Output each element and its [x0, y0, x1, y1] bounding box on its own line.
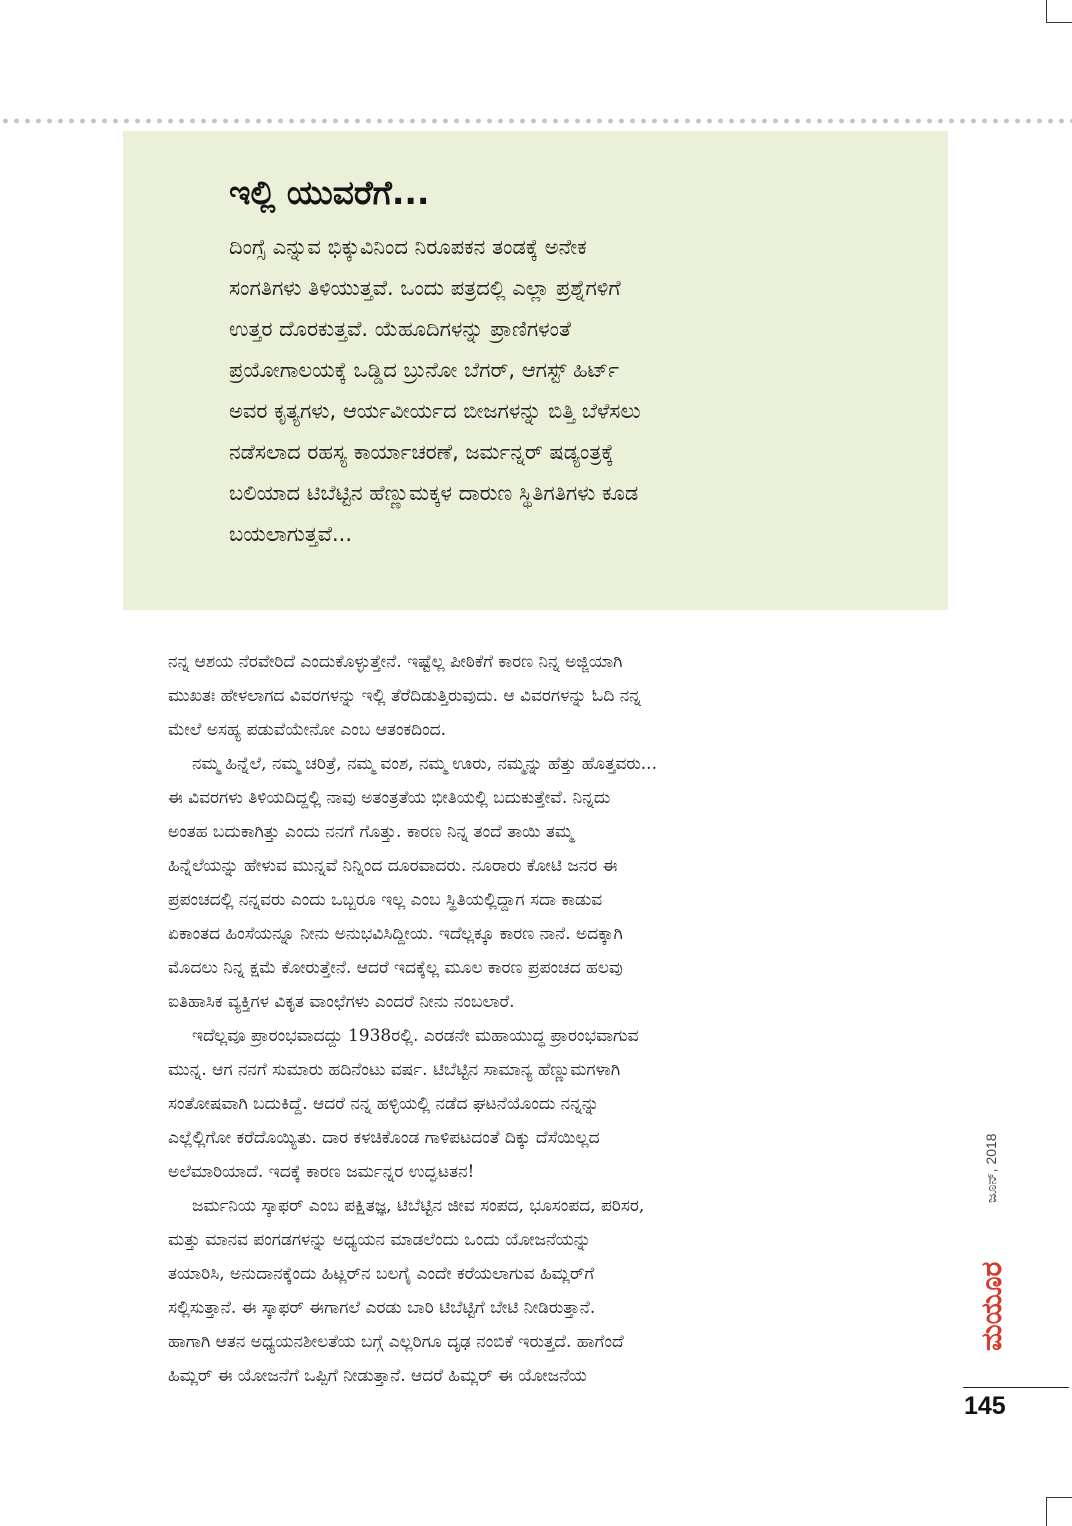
- article-line: ನನ್ನ ಆಶಯ ನೆರವೇರಿದೆ ಎಂದುಕೊಳ್ಳುತ್ತೇನೆ. ಇಷ್ಟೆಲ್ಲ ಪೀಠಿಕೆಗೆ ಕಾರಣ ನಿನ್ನ ಅಜ್ಜಿಯಾಗಿ: [168, 652, 623, 672]
- article-line: ಸಂತೋಷವಾಗಿ ಬದುಕಿದ್ದೆ. ಆದರೆ ನನ್ನ ಹಳ್ಳಿಯಲ್ಲಿ ನಡೆದ ಘಟನೆಯೊಂದು ನನ್ನನ್ನು: [168, 1094, 600, 1114]
- recap-line: ಪ್ರಯೋಗಾಲಯಕ್ಕೆ ಒಡ್ಡಿದ ಬ್ರುನೋ ಬೆಗರ್, ಆಗಸ್ಟ್ ಹಿರ್ಟ್: [229, 358, 619, 382]
- article-line: ಮೇಲೆ ಅಸಹ್ಯ ಪಡುವೆಯೇನೋ ಎಂಬ ಆತಂಕದಿಂದ.: [168, 720, 447, 740]
- article-line: ಹಾಗಾಗಿ ಆತನ ಅಧ್ಯಯನಶೀಲತೆಯ ಬಗ್ಗೆ ಎಲ್ಲರಿಗೂ ದೃಢ ನಂಬಿಕೆ ಇರುತ್ತದೆ. ಹಾಗೆಂದೆ: [168, 1332, 624, 1352]
- article-line: ಹಿನ್ನೆಲೆಯನ್ನು ಹೇಳುವ ಮುನ್ನವೆ ನಿನ್ನಿಂದ ದೂರವಾದರು. ನೂರಾರು ಕೋಟಿ ಜನರ ಈ: [168, 856, 618, 876]
- article-line: ಮತ್ತು ಮಾನವ ಪಂಗಡಗಳನ್ನು ಅಧ್ಯಯನ ಮಾಡಲೆಂದು ಒಂದು ಯೋಜನೆಯನ್ನು: [168, 1230, 591, 1250]
- article-line: ಮೊದಲು ನಿನ್ನ ಕ್ಷಮೆ ಕೋರುತ್ತೇನೆ. ಆದರೆ ಇದಕ್ಕೆಲ್ಲ ಮೂಲ ಕಾರಣ ಪ್ರಪಂಚದ ಹಲವು: [168, 958, 623, 978]
- article-line: ತಯಾರಿಸಿ, ಅನುದಾನಕ್ಕೆಂದು ಹಿಟ್ಲರ್‌ನ ಬಲಗೈ ಎಂದೇ ಕರೆಯಲಾಗುವ ಹಿಮ್ಲರ್‌ಗೆ: [168, 1264, 595, 1284]
- article-line: ಹಿಮ್ಲರ್ ಈ ಯೋಜನೆಗೆ ಒಪ್ಪಿಗೆ ನೀಡುತ್ತಾನೆ. ಆದರೆ ಹಿಮ್ಲರ್ ಈ ಯೋಜನೆಯ: [168, 1366, 587, 1386]
- issue-date: ಜೂನ್, 2018: [983, 1133, 999, 1203]
- article-line: ಇದೆಲ್ಲವೂ ಪ್ರಾರಂಭವಾದದ್ದು 1938ರಲ್ಲಿ. ಎರಡನೇ ಮಹಾಯುದ್ಧ ಪ್ರಾರಂಭವಾಗುವ: [192, 1026, 639, 1046]
- dotted-divider: [0, 118, 1072, 124]
- magazine-logo: ಮಯೂರ: [975, 1261, 1008, 1351]
- article-line: ಅಂತಹ ಬದುಕಾಗಿತ್ತು ಎಂದು ನನಗೆ ಗೊತ್ತು. ಕಾರಣ ನಿನ್ನ ತಂದೆ ತಾಯಿ ತಮ್ಮ: [168, 822, 574, 842]
- article-line: ಪ್ರಪಂಚದಲ್ಲಿ ನನ್ನವರು ಎಂದು ಒಬ್ಬರೂ ಇಲ್ಲ ಎಂಬ ಸ್ಥಿತಿಯಲ್ಲಿದ್ದಾಗ ಸದಾ ಕಾಡುವ: [168, 890, 603, 910]
- recap-text: [229, 227, 889, 555]
- recap-title: ಇಲ್ಲಿ ಯುವರೆಗೆ...: [229, 173, 430, 212]
- recap-line: ಉತ್ತರ ದೊರಕುತ್ತವೆ. ಯೆಹೂದಿಗಳನ್ನು ಪ್ರಾಣಿಗಳಂತೆ: [229, 317, 571, 341]
- recap-line: ನಡೆಸಲಾದ ರಹಸ್ಯ ಕಾರ್ಯಾಚರಣೆ, ಜರ್ಮನ್ನರ್ ಷಡ್ಯಂತ್ರಕ್ಕೆ: [229, 440, 614, 464]
- article-line: ಐತಿಹಾಸಿಕ ವ್ಯಕ್ತಿಗಳ ವಿಕೃತ ವಾಂಛೆಗಳು ಎಂದರೆ ನೀನು ನಂಬಲಾರೆ.: [168, 992, 515, 1012]
- recap-line: ಸಂಗತಿಗಳು ತಿಳಿಯುತ್ತವೆ. ಒಂದು ಪತ್ರದಲ್ಲಿ ಎಲ್ಲಾ ಪ್ರಶ್ನೆಗಳಿಗೆ: [229, 276, 621, 300]
- article-line: ನಮ್ಮ ಹಿನ್ನೆಲೆ, ನಮ್ಮ ಚರಿತ್ರೆ, ನಮ್ಮ ವಂಶ, ನಮ್ಮ ಊರು, ನಮ್ಮನ್ನು ಹೆತ್ತು ಹೊತ್ತವರು...: [192, 754, 657, 774]
- page-number-rule: [963, 1387, 1069, 1388]
- recap-line: ದಿಂಗ್ಸೆ ಎನ್ನುವ ಭಿಕ್ಕುವಿನಿಂದ ನಿರೂಪಕನ ತಂಡಕ್ಕೆ ಅನೇಕ: [229, 235, 587, 259]
- recap-line: ಅವರ ಕೃತ್ಯಗಳು, ಆರ್ಯವೀರ್ಯದ ಬೀಜಗಳನ್ನು ಬಿತ್ತಿ ಬೆಳೆಸಲು: [229, 399, 641, 423]
- article-line: ಮುಖತಃ ಹೇಳಲಾಗದ ವಿವರಗಳನ್ನು ಇಲ್ಲಿ ತೆರೆದಿಡುತ್ತಿರುವುದು. ಆ ವಿವರಗಳನ್ನು ಓದಿ ನನ್ನ: [168, 686, 641, 706]
- recap-box: [123, 131, 948, 610]
- article-line: ಮುನ್ನ. ಆಗ ನನಗೆ ಸುಮಾರು ಹದಿನೆಂಟು ವರ್ಷ. ಟಿಬೆಟ್ಟಿನ ಸಾಮಾನ್ಯ ಹೆಣ್ಣುಮಗಳಾಗಿ: [168, 1060, 621, 1080]
- crop-mark-top: [1046, 0, 1072, 23]
- article-line: ಜರ್ಮನಿಯ ಸ್ಕಾಫರ್ ಎಂಬ ಪಕ್ಷಿತಜ್ಞ, ಟಿಬೆಟ್ಟಿನ ಜೀವ ಸಂಪದ, ಭೂಸಂಪದ, ಪರಿಸರ,: [192, 1196, 645, 1216]
- crop-mark-bottom: [1046, 1497, 1072, 1526]
- article-line: ಅಲೆಮಾರಿಯಾದೆ. ಇದಕ್ಕೆ ಕಾರಣ ಜರ್ಮನ್ನರ ಉದ್ಘಟತನ!: [168, 1162, 475, 1182]
- article-line: ಏಕಾಂತದ ಹಿಂಸೆಯನ್ನೂ ನೀನು ಅನುಭವಿಸಿದ್ದೀಯ. ಇದೆಲ್ಲಕ್ಕೂ ಕಾರಣ ನಾನೆ. ಅದಕ್ಕಾಗಿ: [168, 924, 623, 944]
- article-line: ಎಲ್ಲೆಲ್ಲಿಗೋ ಕರೆದೊಯ್ಯಿತು. ದಾರ ಕಳಚಿಕೊಂಡ ಗಾಳಿಪಟದಂತೆ ದಿಕ್ಕು ದೆಸೆಯಿಲ್ಲದ: [168, 1128, 600, 1148]
- recap-line: ಬಲಿಯಾದ ಟಿಬೆಟ್ಟಿನ ಹೆಣ್ಣುಮಕ್ಕಳ ದಾರುಣ ಸ್ಥಿತಿಗತಿಗಳು ಕೂಡ: [229, 481, 639, 505]
- article-body: [168, 645, 920, 1393]
- article-line: ಸಲ್ಲಿಸುತ್ತಾನೆ. ಈ ಸ್ಕಾಫರ್ ಈಗಾಗಲೆ ಎರಡು ಬಾರಿ ಟಿಬೆಟ್ಟಿಗೆ ಬೇಟಿ ನೀಡಿರುತ್ತಾನೆ.: [168, 1298, 596, 1318]
- recap-line: ಬಯಲಾಗುತ್ತವೆ...: [229, 522, 353, 546]
- article-line: ಈ ವಿವರಗಳು ತಿಳಿಯದಿದ್ದಲ್ಲಿ ನಾವು ಅತಂತ್ರತೆಯ ಭೀತಿಯಲ್ಲಿ ಬದುಕುತ್ತೇವೆ. ನಿನ್ನದು: [168, 788, 611, 808]
- page-number: 145: [964, 1392, 1006, 1420]
